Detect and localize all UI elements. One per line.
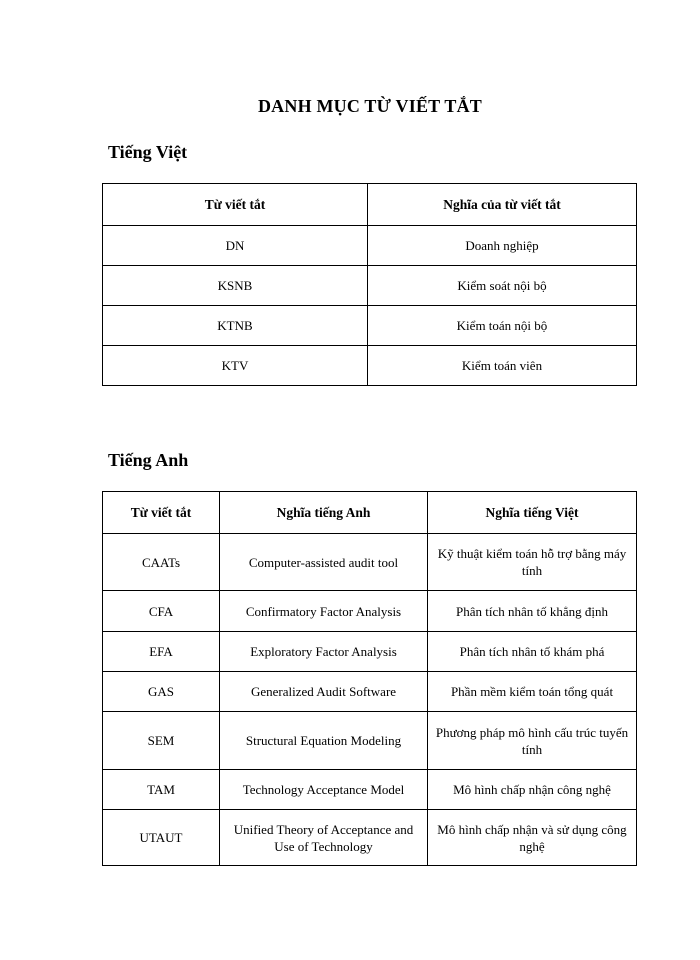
column-header-abbreviation: Từ viết tắt bbox=[103, 492, 220, 534]
english-abbreviation-table bbox=[102, 491, 637, 866]
abbreviation-cell: SEM bbox=[103, 712, 220, 770]
abbreviation-cell: GAS bbox=[103, 672, 220, 712]
vietnamese-meaning-cell: Phân tích nhân tố khám phá bbox=[428, 632, 637, 672]
english-meaning-cell: Structural Equation Modeling bbox=[220, 712, 428, 770]
vietnamese-meaning-cell: Phân tích nhân tố khẳng định bbox=[428, 591, 637, 632]
vietnamese-meaning-cell: Mô hình chấp nhận công nghệ bbox=[428, 770, 637, 810]
abbreviation-cell: KTNB bbox=[103, 306, 368, 346]
table-row bbox=[103, 346, 637, 386]
abbreviation-cell: DN bbox=[103, 226, 368, 266]
column-header-abbreviation: Từ viết tắt bbox=[103, 184, 368, 226]
english-meaning-cell: Unified Theory of Acceptance and Use of Technology bbox=[220, 810, 428, 866]
table-row bbox=[103, 591, 637, 632]
meaning-cell: Kiểm soát nội bộ bbox=[368, 266, 637, 306]
table-row bbox=[103, 226, 637, 266]
meaning-cell: Kiểm toán viên bbox=[368, 346, 637, 386]
english-meaning-cell: Technology Acceptance Model bbox=[220, 770, 428, 810]
column-header-english-meaning: Nghĩa tiếng Anh bbox=[220, 492, 428, 534]
meaning-cell: Doanh nghiệp bbox=[368, 226, 637, 266]
column-header-meaning: Nghĩa của từ viết tắt bbox=[368, 184, 637, 226]
english-meaning-cell: Generalized Audit Software bbox=[220, 672, 428, 712]
abbreviation-cell: UTAUT bbox=[103, 810, 220, 866]
page-title: DANH MỤC TỪ VIẾT TẮT bbox=[257, 96, 483, 116]
abbreviation-cell: KTV bbox=[103, 346, 368, 386]
column-header-vietnamese-meaning: Nghĩa tiếng Việt bbox=[428, 492, 637, 534]
abbreviation-cell: CAATs bbox=[103, 534, 220, 591]
abbreviation-cell: CFA bbox=[103, 591, 220, 632]
table-row bbox=[103, 266, 637, 306]
section-heading-vietnamese: Tiếng Việt bbox=[108, 142, 188, 162]
table-row bbox=[103, 672, 637, 712]
table-row bbox=[103, 306, 637, 346]
table-header-row bbox=[103, 492, 637, 534]
vietnamese-meaning-cell: Phần mềm kiểm toán tổng quát bbox=[428, 672, 637, 712]
table-row bbox=[103, 810, 637, 866]
english-meaning-cell: Confirmatory Factor Analysis bbox=[220, 591, 428, 632]
abbreviation-cell: TAM bbox=[103, 770, 220, 810]
table-row bbox=[103, 712, 637, 770]
english-meaning-cell: Exploratory Factor Analysis bbox=[220, 632, 428, 672]
vietnamese-meaning-cell: Kỹ thuật kiểm toán hỗ trợ bằng máy tính bbox=[428, 534, 637, 591]
table-row bbox=[103, 632, 637, 672]
table-row bbox=[103, 534, 637, 591]
abbreviation-cell: EFA bbox=[103, 632, 220, 672]
table-header-row bbox=[103, 184, 637, 226]
vietnamese-meaning-cell: Mô hình chấp nhận và sử dụng công nghệ bbox=[428, 810, 637, 866]
english-meaning-cell: Computer-assisted audit tool bbox=[220, 534, 428, 591]
table-row bbox=[103, 770, 637, 810]
vietnamese-meaning-cell: Phương pháp mô hình cấu trúc tuyến tính bbox=[428, 712, 637, 770]
section-heading-english: Tiếng Anh bbox=[108, 450, 189, 470]
vietnamese-abbreviation-table bbox=[102, 183, 637, 386]
abbreviation-cell: KSNB bbox=[103, 266, 368, 306]
meaning-cell: Kiểm toán nội bộ bbox=[368, 306, 637, 346]
